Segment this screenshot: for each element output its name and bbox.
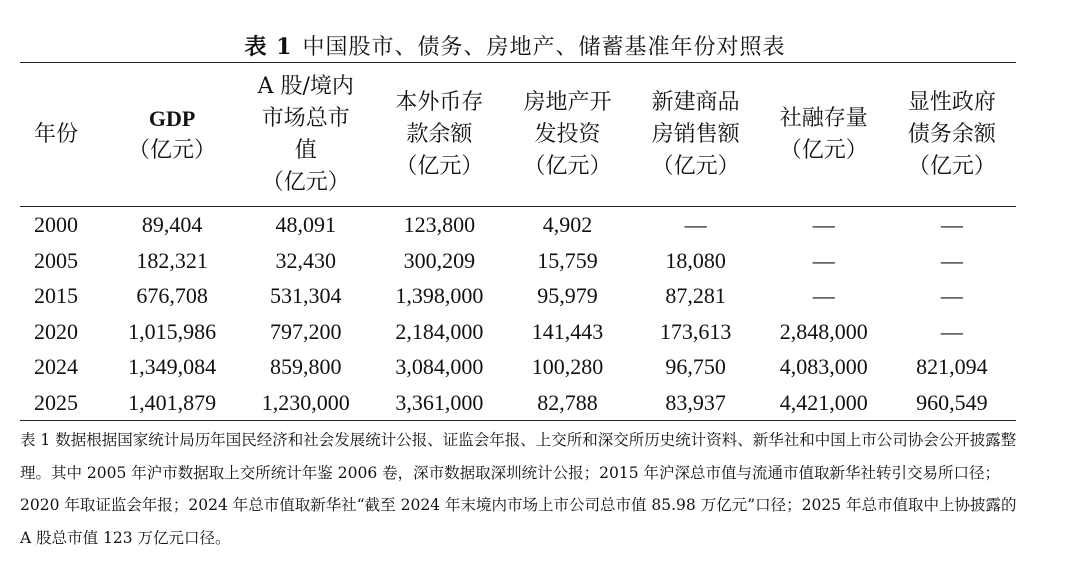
value-cell: 797,200 (269, 318, 342, 344)
table-number: 表 1 (244, 34, 293, 60)
value-cell: 96,750 (665, 354, 726, 379)
value-cell: 89,404 (141, 212, 203, 237)
value-cell: — (940, 247, 963, 273)
column-header-line: 值 (294, 137, 317, 163)
value-cell: 123,800 (403, 212, 476, 237)
column-header-line: 新建商品 (651, 89, 740, 115)
column-header-line: 本外币存 (395, 89, 484, 115)
data-table (20, 62, 1016, 421)
column-header-line: 债务余额 (907, 121, 996, 147)
value-cell: 821,094 (916, 354, 988, 379)
column-header-line: （亿元） (128, 137, 217, 163)
value-cell: 2,184,000 (395, 318, 484, 344)
column-header-line: 年份 (34, 121, 79, 147)
column-header-line: 发投资 (534, 121, 601, 147)
table-row (20, 243, 1016, 279)
year-cell: 2005 (34, 247, 78, 273)
value-cell: 3,361,000 (395, 389, 484, 415)
value-cell: 960,549 (916, 389, 988, 415)
column-header-line: 显性政府 (907, 89, 996, 115)
column-header-line: GDP (148, 105, 196, 131)
table-row (20, 349, 1016, 385)
column-header-line: （亿元） (261, 169, 350, 195)
value-cell: 4,902 (542, 212, 593, 237)
column-header-line: （亿元） (779, 137, 868, 163)
year-cell: 2015 (34, 283, 78, 308)
year-cell: 2025 (34, 389, 78, 415)
column-header-line: 社融存量 (779, 105, 868, 131)
column-header-line: 房地产开 (523, 89, 612, 115)
value-cell: — (684, 212, 707, 237)
value-cell: — (940, 318, 963, 344)
value-cell: 32,430 (275, 247, 336, 273)
column-header-line: A 股/境内 (257, 73, 354, 99)
value-cell: — (812, 283, 835, 308)
value-cell: — (812, 247, 835, 273)
year-cell: 2024 (34, 354, 78, 379)
column-header-0 (20, 63, 108, 207)
column-header-5 (632, 63, 760, 207)
table-row (20, 278, 1016, 314)
value-cell: 95,979 (537, 283, 598, 308)
value-cell: 531,304 (269, 283, 342, 308)
value-cell: 141,443 (531, 318, 604, 344)
value-cell: 83,937 (665, 389, 726, 415)
table-row (20, 314, 1016, 350)
value-cell: — (812, 212, 835, 237)
value-cell: 859,800 (269, 354, 342, 379)
value-cell: 3,084,000 (395, 354, 484, 379)
value-cell: 182,321 (136, 247, 208, 273)
column-header-line: （亿元） (395, 153, 484, 179)
value-cell: 82,788 (537, 389, 598, 415)
value-cell: 1,015,986 (128, 318, 217, 344)
value-cell: 1,230,000 (261, 389, 350, 415)
table-title (0, 30, 1030, 61)
column-header-4 (503, 63, 631, 207)
column-header-line: （亿元） (523, 153, 612, 179)
table-body (20, 207, 1016, 421)
column-header-7 (888, 63, 1016, 207)
table-note: 表 1 数据根据国家统计局历年国民经济和社会发展统计公报、证监会年报、上交所和深交所历史统计资料、新华社和中国上市公司协会公开披露整理。其中 2005 年沪市数据取上交所统计年鉴 2006 卷，深市数据取深圳统计公报；2015 年沪深总市值与流通市值取新华社转引交易所口径；2020 年取证监会年报；2024 年总市值取新华社“截至 2024 年末境内市场上市公司总市值 85.98 万亿元”口径；2025 年总市值取中上协披露的 A 股总市值 123 万亿元口径。 (20, 431, 1017, 547)
value-cell: — (940, 283, 963, 308)
column-header-1 (108, 63, 236, 207)
value-cell: 1,349,084 (128, 354, 217, 379)
value-cell: 1,398,000 (395, 283, 484, 308)
value-cell: 18,080 (665, 247, 726, 273)
value-cell: 173,613 (659, 318, 732, 344)
column-header-line: 市场总市 (261, 105, 350, 131)
value-cell: 87,281 (665, 283, 726, 308)
table-row (20, 385, 1016, 421)
value-cell: 676,708 (136, 283, 208, 308)
year-cell: 2000 (34, 212, 78, 237)
column-header-line: 款余额 (406, 121, 473, 147)
column-header-line: （亿元） (907, 153, 996, 179)
value-cell: 1,401,879 (128, 389, 217, 415)
table-row (20, 207, 1016, 243)
year-cell: 2020 (34, 318, 78, 344)
column-header-2 (236, 63, 375, 207)
value-cell: 4,421,000 (779, 389, 868, 415)
column-header-line: （亿元） (651, 153, 740, 179)
value-cell: 4,083,000 (779, 354, 868, 379)
table-header-row (20, 63, 1016, 207)
column-header-3 (375, 63, 503, 207)
table-title-text: 中国股市、债务、房地产、储蓄基准年份对照表 (302, 35, 786, 60)
value-cell: 2,848,000 (779, 318, 868, 344)
column-header-6 (760, 63, 888, 207)
column-header-line: 房销售额 (651, 121, 740, 147)
value-cell: 100,280 (531, 354, 604, 379)
value-cell: 300,209 (403, 247, 476, 273)
value-cell: 48,091 (275, 212, 336, 237)
value-cell: 15,759 (537, 247, 598, 273)
value-cell: — (940, 212, 963, 237)
